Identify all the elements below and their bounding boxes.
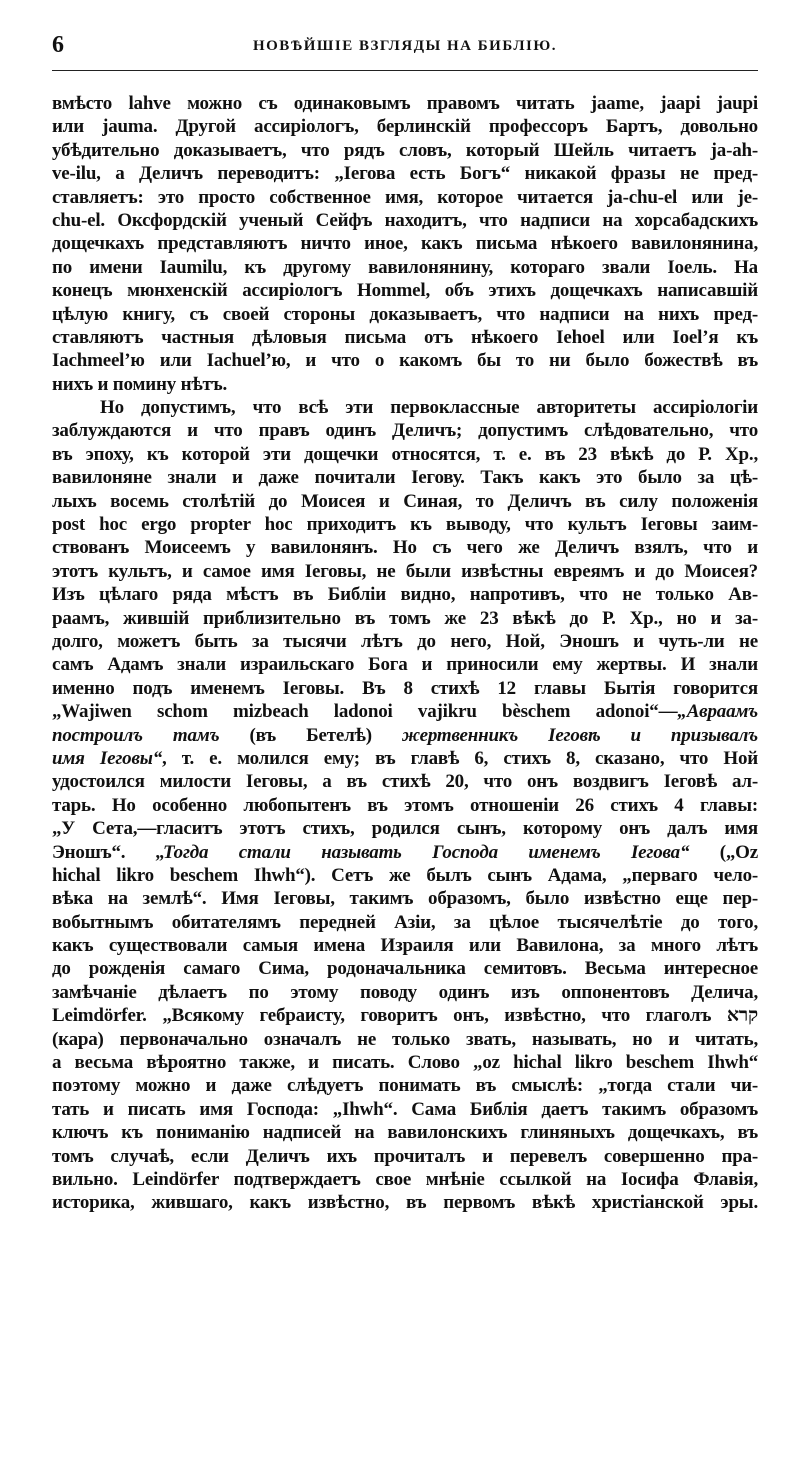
text-segment: раамъ, жившій приблизительно въ томъ же 23 вѣкѣ до Р. Хр., но и за- bbox=[52, 607, 758, 629]
text-segment: , т. е. молился ему; въ главѣ 6, стихъ 8, сказано, что Ной bbox=[162, 747, 758, 769]
text-segment: Изъ цѣлаго ряда мѣстъ въ Библіи видно, напротивъ, что не только Ав- bbox=[52, 584, 758, 606]
header-rule bbox=[52, 70, 758, 71]
text-line bbox=[52, 1145, 758, 1168]
text-segment: ключъ къ пониманію надписей на вавилонскихъ глиняныхъ дощечкахъ, въ bbox=[52, 1122, 758, 1144]
text-line bbox=[52, 115, 758, 138]
text-segment: или jauma. Другой ассиріологъ, берлинскій профессоръ Бартъ, довольно bbox=[52, 116, 758, 138]
italic-text: имя Іеговы“ bbox=[52, 747, 163, 769]
text-line bbox=[52, 513, 758, 536]
text-segment: цѣлую книгу, съ своей стороны доказываетъ, что надписи на нихъ пред- bbox=[52, 303, 758, 325]
text-segment: вмѣсто lahve можно съ одинаковымъ правомъ читать jaame, jaapi jaupi bbox=[52, 93, 758, 114]
text-segment: вобытнымъ обитателямъ передней Азіи, за цѣлое тысячелѣтіе до того, bbox=[52, 911, 758, 933]
page-number: 6 bbox=[52, 32, 64, 58]
text-segment: „Wajiwen schom mizbeach ladonoi vajikru bèschem adonoi“— bbox=[52, 701, 678, 723]
text-segment: самъ Адамъ знали израильскаго Бога и приносили ему жертвы. И знали bbox=[52, 654, 758, 676]
text-line bbox=[52, 536, 758, 559]
text-line bbox=[52, 419, 758, 442]
text-segment: „У Сета,—гласитъ этотъ стихъ, родился сынъ, которому онъ далъ имя bbox=[52, 818, 758, 840]
text-line bbox=[52, 817, 758, 840]
text-line bbox=[52, 1191, 758, 1214]
text-line bbox=[52, 724, 758, 747]
text-line bbox=[52, 770, 758, 793]
text-line bbox=[52, 841, 758, 864]
text-segment: тать и писать имя Господа: „Ihwh“. Сама Библія даетъ такимъ образомъ bbox=[52, 1098, 758, 1120]
text-segment: именно подъ именемъ Іеговы. Въ 8 стихѣ 12 главы Бытія говорится bbox=[52, 677, 758, 699]
text-segment: а весьма вѣроятно также, и писать. Слово „oz hichal likro beschem Ihwh“ bbox=[52, 1052, 758, 1074]
text-line bbox=[52, 607, 758, 630]
page-header bbox=[52, 32, 758, 60]
text-segment: ve-ilu, а Деличъ переводитъ: „Іегова есть Богъ“ никакой фразы не пред- bbox=[52, 163, 758, 185]
text-line bbox=[52, 911, 758, 934]
text-line bbox=[52, 1074, 758, 1097]
text-segment: долго, можетъ быть за тысячи лѣтъ до него, Ной, Эношъ и чуть-ли не bbox=[52, 630, 758, 652]
text-line bbox=[52, 934, 758, 957]
text-segment: („Oz bbox=[689, 841, 758, 863]
text-segment: post hoc ergo propter hoc приходитъ къ выводу, что культъ Іеговы заим- bbox=[52, 514, 758, 536]
text-segment: заблуждаются и что правъ одинъ Деличъ; допустимъ слѣдовательно, что bbox=[52, 420, 758, 442]
text-line bbox=[52, 303, 758, 326]
text-segment: конецъ мюнхенскій ассиріологъ Hommel, объ этихъ дощечкахъ написавшій bbox=[52, 280, 758, 302]
text-line bbox=[52, 653, 758, 676]
body-text bbox=[52, 92, 758, 1215]
text-line bbox=[52, 700, 758, 723]
text-segment: Эношъ“. bbox=[52, 841, 156, 863]
text-segment: Но допустимъ, что всѣ эти первоклассные авторитеты ассиріологіи bbox=[100, 397, 758, 419]
text-line bbox=[52, 209, 758, 232]
text-segment: вильно. Leindörfer подтверждаетъ свое мнѣніе ссылкой на Іосифа Флавія, bbox=[52, 1168, 758, 1190]
italic-text: жертвенникъ Іеговѣ и призывалъ bbox=[401, 724, 758, 746]
text-line bbox=[52, 1121, 758, 1144]
text-segment: ствованъ Моисеемъ у вавилонянъ. Но съ чего же Деличъ взялъ, что и bbox=[52, 537, 758, 559]
text-line bbox=[52, 139, 758, 162]
italic-text: построилъ тамъ bbox=[52, 724, 220, 746]
text-segment: Iachmeel’ю или Iachuel’ю, и что о какомъ бы то ни было божествѣ въ bbox=[52, 350, 758, 372]
text-segment: убѣдительно доказываетъ, что рядъ словъ, который Шейль читаетъ ja-ah- bbox=[52, 139, 758, 161]
text-segment: историка, жившаго, какъ извѣстно, въ первомъ вѣкѣ христіанской эры. bbox=[52, 1192, 758, 1214]
italic-text: „Тогда стали называть Господа именемъ Іегова“ bbox=[155, 841, 690, 863]
text-line bbox=[52, 864, 758, 887]
text-segment: ставляютъ частныя дѣловыя письма отъ нѣкоего Iehoel или Ioel’я къ bbox=[52, 326, 758, 348]
text-segment: этотъ культъ, и самое имя Іеговы, не были извѣстны евреямъ и до Моисея? bbox=[52, 560, 758, 582]
text-line bbox=[52, 443, 758, 466]
running-title: НОВѢЙШІЕ ВЗГЛЯДЫ НА БИБЛІЮ. bbox=[252, 38, 558, 54]
text-line bbox=[52, 490, 758, 513]
text-line bbox=[52, 1028, 758, 1051]
text-segment: дощечкахъ представляютъ ничто иное, какъ письма нѣкоего вавилонянина, bbox=[52, 233, 758, 255]
text-line bbox=[52, 1098, 758, 1121]
text-line bbox=[52, 630, 758, 653]
text-segment: ставляетъ: это просто собственное имя, которое читается ja-chu-el или je- bbox=[52, 186, 758, 208]
text-segment: hichal likro beschem Ihwh“). Сетъ же былъ сынъ Адама, „перваго чело- bbox=[52, 864, 758, 886]
text-segment: поэтому можно и даже слѣдуетъ понимать въ смыслѣ: „тогда стали чи- bbox=[52, 1075, 758, 1097]
text-segment: (въ Бетелѣ) bbox=[219, 724, 402, 746]
text-segment: вѣка на землѣ“. Имя Іеговы, такимъ образомъ, было извѣстно еще пер- bbox=[52, 888, 758, 910]
text-segment: по имени Iaumilu, къ другому вавилонянину, котораго звали Іоель. На bbox=[52, 256, 758, 278]
text-line bbox=[52, 583, 758, 606]
text-line bbox=[52, 326, 758, 349]
text-line bbox=[52, 279, 758, 302]
text-line bbox=[52, 981, 758, 1004]
text-line bbox=[52, 1004, 758, 1027]
italic-text: „Авраамъ bbox=[677, 701, 758, 723]
text-segment: томъ случаѣ, если Деличъ ихъ прочиталъ и перевелъ совершенно пра- bbox=[52, 1145, 758, 1167]
text-line bbox=[52, 466, 758, 489]
text-segment: какъ существовали самыя имена Израиля или Вавилона, за много лѣтъ bbox=[52, 935, 758, 957]
text-segment: до рожденія самаго Сима, родоначальника семитовъ. Весьма интересное bbox=[52, 958, 758, 980]
text-line bbox=[52, 256, 758, 279]
text-segment: (кара) первоначально означалъ не только звать, называть, но и читать, bbox=[52, 1028, 758, 1050]
text-line bbox=[52, 92, 758, 115]
text-line bbox=[52, 887, 758, 910]
text-line bbox=[52, 1051, 758, 1074]
text-segment: нихъ и помину нѣтъ. bbox=[52, 373, 228, 395]
text-line bbox=[52, 349, 758, 372]
text-segment: тарь. Но особенно любопытенъ въ этомъ отношеніи 26 стихъ 4 главы: bbox=[52, 794, 758, 816]
text-segment: вавилоняне знали и даже почитали Іегову. Такъ какъ это было за цѣ- bbox=[52, 467, 758, 489]
text-segment: въ эпоху, къ которой эти дощечки относятся, т. е. въ 23 вѣкѣ до Р. Хр., bbox=[52, 443, 758, 465]
text-line bbox=[52, 162, 758, 185]
text-line bbox=[52, 957, 758, 980]
text-line bbox=[52, 186, 758, 209]
text-segment: Leimdörfer. „Всякому гебраисту, говоритъ онъ, извѣстно, что глаголъ קרא bbox=[52, 1005, 758, 1027]
text-line bbox=[52, 232, 758, 255]
text-segment: лыхъ восемь столѣтій до Моисея и Синая, то Деличъ въ силу положенія bbox=[52, 490, 758, 512]
text-line bbox=[52, 1168, 758, 1191]
text-line bbox=[52, 396, 758, 419]
text-line bbox=[52, 747, 758, 770]
text-line bbox=[52, 794, 758, 817]
text-segment: замѣчаніе дѣлаетъ по этому поводу одинъ изъ оппонентовъ Делича, bbox=[52, 981, 758, 1003]
text-segment: chu-el. Оксфордскій ученый Сейфъ находитъ, что надписи на хорсабадскихъ bbox=[52, 209, 758, 231]
text-segment: удостоился милости Іеговы, а въ стихѣ 20, что онъ воздвигъ Іеговѣ ал- bbox=[52, 771, 758, 793]
text-line bbox=[52, 560, 758, 583]
text-line bbox=[52, 677, 758, 700]
text-line bbox=[52, 373, 758, 396]
